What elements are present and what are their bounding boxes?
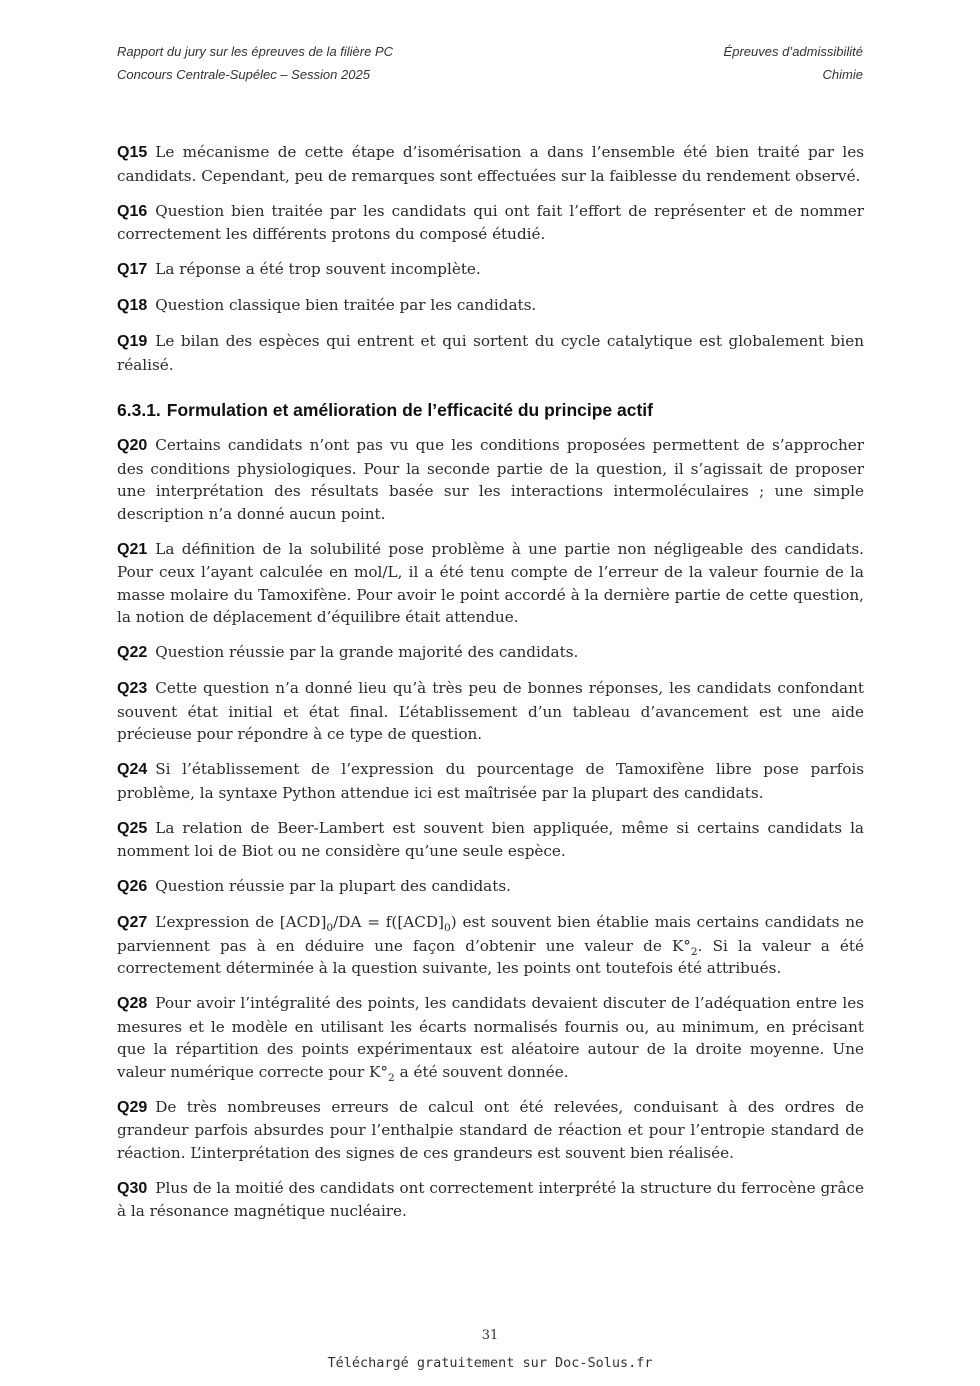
question-label: Q29 (117, 1098, 148, 1116)
question-comment-q23 (117, 677, 864, 746)
question-comment-q20 (117, 434, 864, 525)
subscript: 2 (690, 944, 698, 958)
question-text-part: Pour avoir l’intégralité des points, les candidats devaient discuter de l’adéquation entre les mesures et le modèle en utilisant les écarts normalisés fournis ou, au minimum, en précisant que la répartition des points expérimentaux est aléatoire autour de la droite moyenne. Une valeur numérique correcte pour K° (117, 994, 864, 1081)
question-text-part: a été souvent donnée. (394, 1062, 569, 1081)
header-session: Concours Centrale-Supélec – Session 2025 (117, 67, 370, 82)
question-text: Question bien traitée par les candidats qui ont fait l’effort de représenter et de nommer correctement les différents protons du composé étudié. (117, 201, 864, 243)
header-row-1 (117, 40, 865, 63)
page-number: 31 (481, 1328, 499, 1343)
question-comment-q18 (117, 294, 864, 318)
question-comment-q26 (117, 875, 864, 899)
section-title: Formulation et amélioration de l’efficacité du principe actif (166, 400, 653, 420)
question-comment-q19 (117, 330, 864, 376)
question-comment-q21 (117, 538, 864, 629)
question-text: Question réussie par la grande majorité des candidats. (155, 643, 579, 661)
question-comment-q25 (117, 817, 864, 863)
question-label: Q17 (117, 261, 148, 278)
question-text: Question classique bien traitée par les candidats. (155, 296, 537, 314)
question-comment-q30 (117, 1177, 864, 1223)
question-text: Le bilan des espèces qui entrent et qui sortent du cycle catalytique est globalement bien réalisé. (117, 332, 864, 374)
question-text: Plus de la moitié des candidats ont correctement interprété la structure du ferrocène grâce à la résonance magnétique nucléaire. (117, 1178, 864, 1220)
report-body (117, 141, 864, 1235)
question-comment-q29 (117, 1096, 864, 1165)
question-label: Q27 (117, 914, 148, 931)
question-text: Si l’établissement de l’expression du pourcentage de Tamoxifène libre pose parfois problème, la syntaxe Python attendue ici est maîtrisée par la plupart des candidats. (117, 760, 864, 802)
header-subject: Chimie (822, 67, 863, 82)
question-comment-q16 (117, 200, 864, 246)
question-comment-q22 (117, 641, 864, 665)
question-text: Cette question n’a donné lieu qu’à très peu de bonnes réponses, les candidats confondant souvent état initial et état final. L’établissement d’un tableau d’avancement est une aide précieuse pour répondre à ce type de question. (117, 679, 864, 743)
question-text: La définition de la solubilité pose problème à une partie non négligeable des candidats. Pour ceux l’ayant calculée en mol/L, il a été tenu compte de l’erreur de la valeur fournie de la masse molaire du Tamoxifène. Pour avoir le point accordé à la dernière partie de cette question, la notion de déplacement d’équilibre était attendue. (117, 539, 864, 626)
question-text: La réponse a été trop souvent incomplète. (155, 260, 481, 278)
question-text: Question réussie par la plupart des candidats. (155, 877, 511, 895)
question-text-part: . Si la valeur a été correctement déterminée à la question suivante, les points ont toutefois été attribués. (117, 936, 865, 977)
question-label: Q18 (117, 297, 148, 314)
question-text-part: L’expression de [ACD] (155, 913, 327, 931)
header-exam-type: Épreuves d’admissibilité (723, 44, 863, 59)
question-label: Q19 (117, 333, 148, 350)
question-label: Q23 (117, 680, 148, 697)
page-header (117, 40, 865, 86)
question-label: Q20 (117, 437, 148, 454)
subscript: 2 (388, 1070, 395, 1084)
question-label: Q16 (117, 202, 148, 220)
question-comment-q15 (117, 141, 864, 187)
question-label: Q24 (117, 761, 148, 778)
question-comment-q24 (117, 758, 864, 804)
question-label: Q30 (117, 1179, 148, 1197)
header-row-2 (117, 63, 865, 86)
question-text-part: /DA = f([ACD] (333, 913, 444, 931)
section-number: 6.3.1. (117, 400, 161, 420)
question-comment-q28 (117, 992, 864, 1083)
question-label: Q22 (117, 644, 148, 661)
question-comment-q17 (117, 258, 864, 282)
subscript: 0 (326, 921, 334, 935)
question-text: Certains candidats n’ont pas vu que les conditions proposées permettent de s’approcher des conditions physiologiques. Pour la seconde partie de la question, il s’agissait de proposer une interprétation des résultats basée sur les interactions intermoléculaires ; une simple description n’a donné aucun point. (117, 436, 864, 523)
question-label: Q28 (117, 995, 148, 1012)
question-text: De très nombreuses erreurs de calcul ont été relevées, conduisant à des ordres de grandeur parfois absurdes pour l’enthalpie standard de réaction et pour l’entropie standard de réaction. L’interprétation des signes de ces grandeurs est souvent bien réalisée. (117, 1097, 864, 1162)
header-report-title: Rapport du jury sur les épreuves de la filière PC (117, 44, 394, 59)
question-text: Le mécanisme de cette étape d’isomérisation a dans l’ensemble été bien traité par les candidats. Cependant, peu de remarques sont effectuées sur la faiblesse du rendement observé. (117, 143, 864, 185)
question-label: Q26 (117, 878, 148, 895)
question-text-part: ) est souvent bien établie mais certains candidats ne parviennent pas à en déduire une façon d’obtenir une valeur de K° (117, 913, 864, 955)
question-text: La relation de Beer-Lambert est souvent bien appliquée, même si certains candidats la nomment loi de Biot ou ne considère qu’une seule espèce. (117, 818, 864, 860)
question-comment-q27 (117, 911, 864, 980)
subscript: 0 (443, 921, 451, 935)
download-footer: Téléchargé gratuitement sur Doc-Solus.fr (327, 1355, 653, 1371)
question-label: Q21 (117, 540, 148, 558)
section-heading (117, 398, 864, 422)
question-label: Q25 (117, 819, 148, 837)
question-label: Q15 (117, 144, 148, 161)
